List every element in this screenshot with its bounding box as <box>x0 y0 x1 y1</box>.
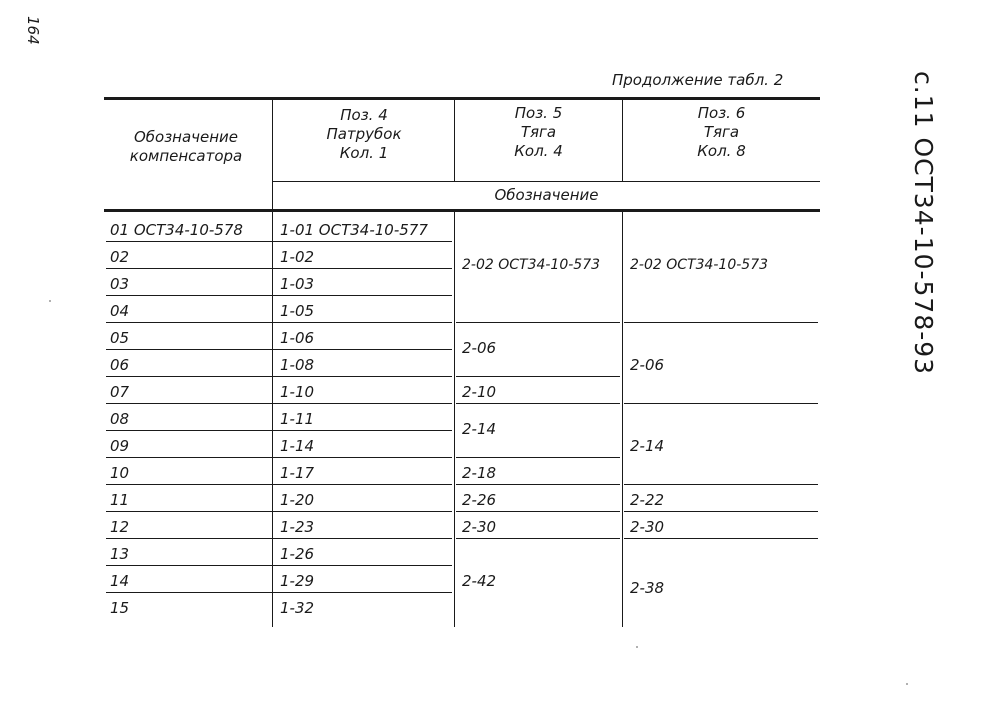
pos6-value: 2-22 <box>630 491 665 509</box>
pos6-group-line <box>624 403 818 404</box>
row-line <box>106 376 452 377</box>
header-designation-line2: компенсатора <box>129 147 243 165</box>
pos5-group-line <box>456 511 620 512</box>
row-pos4: 1-32 <box>280 599 315 617</box>
row-pos4: 1-23 <box>280 518 315 536</box>
pos5-value: 2-06 <box>462 339 497 357</box>
row-line <box>106 295 452 296</box>
pos6-value: 2-30 <box>630 518 665 536</box>
pos6-value: 2-02 ОСТ34-10-573 <box>630 257 769 273</box>
header-pos5-line1: Поз. 5 <box>514 104 563 122</box>
col-sep-3-header <box>622 99 623 181</box>
row-pos4: 1-29 <box>280 572 315 590</box>
pos6-group-line <box>624 511 818 512</box>
row-line <box>106 538 452 539</box>
row-pos4: 1-02 <box>280 248 315 266</box>
row-designation: 12 <box>110 518 130 536</box>
row-line <box>106 241 452 242</box>
row-line <box>106 268 452 269</box>
header-designation <box>106 128 266 166</box>
header-pos6-line1: Поз. 6 <box>697 104 746 122</box>
row-pos4: 1-01 ОСТ34-10-577 <box>280 221 428 239</box>
row-line <box>106 592 452 593</box>
pos5-group-line <box>456 457 620 458</box>
pos5-value: 2-26 <box>462 491 497 509</box>
row-pos4: 1-08 <box>280 356 315 374</box>
row-line <box>106 322 452 323</box>
header-pos6-line3: Кол. 8 <box>697 142 746 160</box>
row-designation: 04 <box>110 302 130 320</box>
pos5-value: 2-30 <box>462 518 497 536</box>
row-designation: 13 <box>110 545 130 563</box>
row-pos4: 1-03 <box>280 275 315 293</box>
row-designation: 10 <box>110 464 130 482</box>
pos6-value: 2-14 <box>630 437 665 455</box>
row-designation: 03 <box>110 275 130 293</box>
pos6-group-line <box>624 322 818 323</box>
row-pos4: 1-06 <box>280 329 315 347</box>
page-number: 164 <box>24 16 42 45</box>
row-designation: 14 <box>110 572 130 590</box>
pos5-group-line <box>456 403 620 404</box>
row-line <box>106 430 452 431</box>
row-designation: 05 <box>110 329 130 347</box>
row-line <box>106 565 452 566</box>
header-designation-line1: Обозначение <box>133 128 239 146</box>
row-line <box>106 484 452 485</box>
pos5-value: 2-10 <box>462 383 497 401</box>
scan-speck <box>636 646 638 648</box>
pos6-value: 2-38 <box>630 579 665 597</box>
header-pos5 <box>456 104 621 161</box>
row-pos4: 1-11 <box>280 410 315 428</box>
pos5-group-line <box>456 484 620 485</box>
pos5-group-line <box>456 376 620 377</box>
table-top-rule <box>104 97 820 100</box>
pos5-group-line <box>456 322 620 323</box>
col-sep-2 <box>454 211 455 627</box>
header-pos6 <box>624 104 819 161</box>
row-line <box>106 349 452 350</box>
row-line <box>106 457 452 458</box>
row-designation: 02 <box>110 248 130 266</box>
row-pos4: 1-10 <box>280 383 315 401</box>
header-pos4-line1: Поз. 4 <box>340 106 388 124</box>
pos6-group-line <box>624 484 818 485</box>
col-sep-2-header <box>454 99 455 181</box>
row-designation: 06 <box>110 356 130 374</box>
col-sep-1 <box>272 99 273 627</box>
header-pos5-line3: Кол. 4 <box>514 142 563 160</box>
row-pos4: 1-05 <box>280 302 315 320</box>
header-bottom-rule <box>104 209 820 212</box>
row-designation: 07 <box>110 383 130 401</box>
row-pos4: 1-17 <box>280 464 315 482</box>
header-pos4-line2: Патрубок <box>326 125 402 143</box>
header-pos4-line3: Кол. 1 <box>339 144 389 162</box>
pos5-value: 2-18 <box>462 464 497 482</box>
pos5-group-line <box>456 538 620 539</box>
header-pos5-line2: Тяга <box>520 123 557 141</box>
row-line <box>106 511 452 512</box>
pos5-value: 2-42 <box>462 572 497 590</box>
col-sep-3 <box>622 211 623 627</box>
pos5-value: 2-02 ОСТ34-10-573 <box>462 257 601 273</box>
pos6-value: 2-06 <box>630 356 665 374</box>
header-subheader: Обозначение <box>494 186 599 204</box>
row-designation: 09 <box>110 437 130 455</box>
pos6-group-line <box>624 538 818 539</box>
header-pos4 <box>275 106 453 163</box>
row-designation: 01 ОСТ34-10-578 <box>110 221 243 239</box>
row-pos4: 1-26 <box>280 545 315 563</box>
row-designation: 11 <box>110 491 130 509</box>
pos5-value: 2-14 <box>462 420 497 438</box>
header-sub-rule <box>273 181 820 182</box>
row-designation: 15 <box>110 599 130 617</box>
standard-side-label: с.11 ОСТ34-10-578-93 <box>909 71 938 376</box>
scan-speck <box>49 300 51 302</box>
row-pos4: 1-14 <box>280 437 315 455</box>
scan-speck <box>906 683 908 685</box>
row-pos4: 1-20 <box>280 491 315 509</box>
header-pos6-line2: Тяга <box>703 123 740 141</box>
continuation-caption: Продолжение табл. 2 <box>612 71 784 89</box>
row-line <box>106 403 452 404</box>
row-designation: 08 <box>110 410 130 428</box>
